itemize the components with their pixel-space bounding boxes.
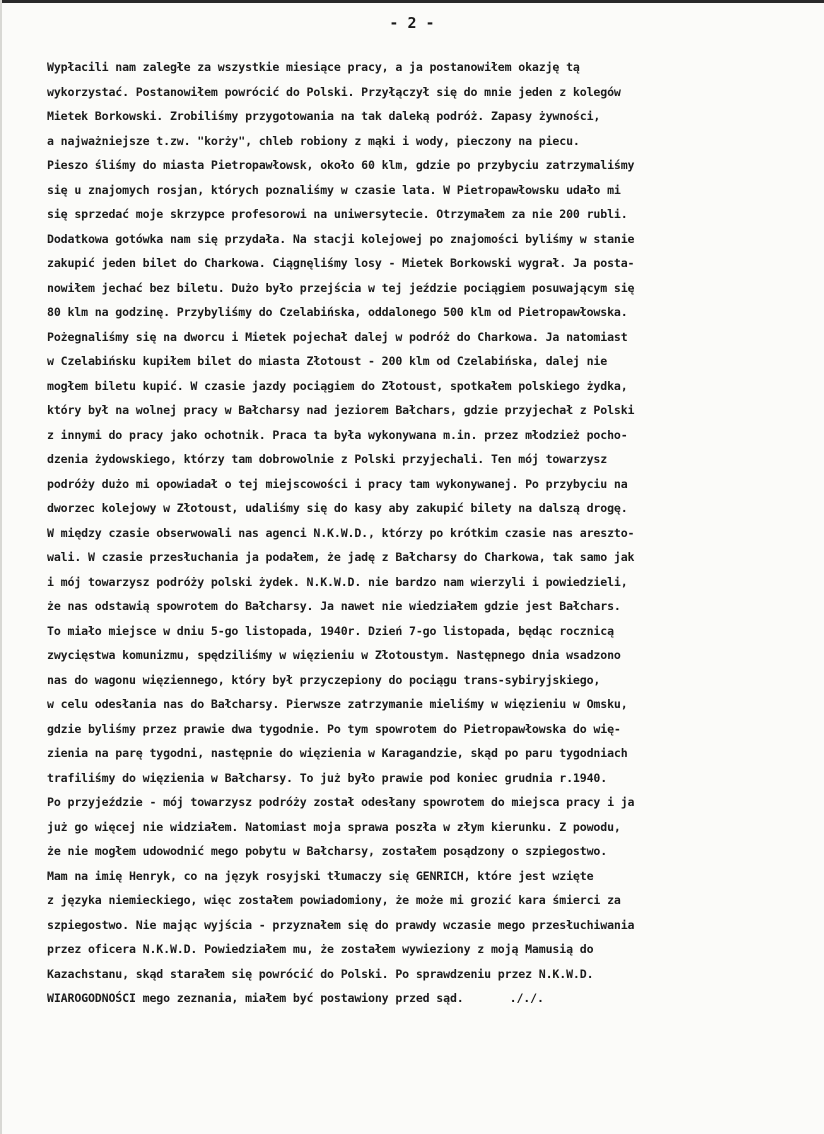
- text-line: szpiegostwo. Nie mając wyjścia - przyznałem się do prawdy wczasie mego przesłuchiwania: [47, 917, 635, 932]
- text-line: podróży dużo mi opowiadał o tej miejscowości i pracy tam wykonywanej. Po przybyciu na: [47, 476, 628, 491]
- text-line: trafiliśmy do więzienia w Bałcharsy. To już było prawie pod koniec grudnia r.1940.: [47, 770, 608, 785]
- text-line: że nas odstawią spowrotem do Bałcharsy. Ja nawet nie wiedziałem gdzie jest Bałchars.: [47, 599, 621, 613]
- page-number: - 2 -: [389, 14, 435, 32]
- text-line: nowiłem jechać bez biletu. Dużo było przejścia w tej jeździe pociągiem posuwającym się: [47, 280, 635, 295]
- text-line: Mietek Borkowski. Zrobiliśmy przygotowania na tak daleką podróż. Zapasy żywności,: [47, 109, 601, 123]
- text-line: a najważniejsze t.zw. "korży", chleb robiony z mąki i wody, pieczony na piecu.: [47, 133, 580, 148]
- sign-off-mark: ././.: [509, 991, 544, 1005]
- text-line: Pożegnaliśmy się na dworcu i Mietek pojechał dalej w podróż do Charkowa. Ja natomiast: [47, 329, 628, 344]
- final-text-line: [47, 986, 817, 1011]
- text-line: dzenia żydowskiego, którzy tam dobrowolnie z Polski przyjechali. Ten mój towarzysz: [47, 452, 608, 466]
- text-line: To miało miejsce w dniu 5-go listopada, 1940r. Dzień 7-go listopada, będąc rocznicą: [47, 623, 614, 638]
- text-line: i mój towarzysz podróży polski żydek. N.K.W.D. nie bardzo nam wierzyli i powiedzieli,: [47, 574, 628, 589]
- text-line: Mam na imię Henryk, co na język rosyjski tłumaczy się GENRICH, które jest wzięte: [47, 868, 594, 883]
- text-line: przez oficera N.K.W.D. Powiedziałem mu, że zostałem wywieziony z moją Mamusią do: [47, 942, 594, 956]
- left-page-edge: [0, 0, 2, 1134]
- text-line: dworzec kolejowy w Złotoust, udaliśmy się do kasy aby zakupić bilety na dalszą drogę.: [47, 501, 628, 515]
- text-line: nas do wagonu więziennego, który był przyczepiony do pociągu trans-sybiryjskiego,: [47, 672, 601, 687]
- text-line: że nie mogłem udowodnić mego pobytu w Bałcharsy, zostałem posądzony o szpiegostwo.: [47, 844, 608, 858]
- text-line: wali. W czasie przesłuchania ja podałem, że jadę z Bałcharsy do Charkowa, tak samo jak: [47, 550, 635, 564]
- text-line: 80 klm na godzinę. Przybyliśmy do Czelabińska, oddalonego 500 klm od Pietropawłowska.: [47, 305, 628, 319]
- text-line: się u znajomych rosjan, których poznaliśmy w czasie lata. W Pietropawłowsku udało mi: [47, 182, 621, 197]
- text-line: Wypłacili nam zaległe za wszystkie miesiące pracy, a ja postanowiłem okazję tą: [47, 60, 580, 74]
- text-line: Kazachstanu, skąd starałem się powrócić do Polski. Po sprawdzeniu przez N.K.W.D.: [47, 966, 594, 981]
- text-line: z innymi do pracy jako ochotnik. Praca ta była wykonywana m.in. przez młodzież pocho-: [47, 427, 628, 442]
- text-line: Dodatkowa gotówka nam się przydała. Na stacji kolejowej po znajomości byliśmy w stanie: [47, 231, 635, 246]
- text-line: zienia na parę tygodni, następnie do więzienia w Karagandzie, skąd po paru tygodniach: [47, 746, 628, 760]
- text-line: w Czelabińsku kupiłem bilet do miasta Złotoust - 200 klm od Czelabińska, dalej nie: [47, 354, 608, 368]
- top-border: [0, 0, 824, 3]
- text-line: Pieszo śliśmy do miasta Pietropawłowsk, około 60 klm, gdzie po przybyciu zatrzymaliśmy: [47, 158, 635, 172]
- text-line: się sprzedać moje skrzypce profesorowi na uniwersytecie. Otrzymałem za nie 200 rubli.: [47, 207, 628, 221]
- text-line: zakupić jeden bilet do Charkowa. Ciągnęliśmy losy - Mietek Borkowski wygrał. Ja posta-: [47, 256, 635, 270]
- text-line: W między czasie obserwowali nas agenci N.K.W.D., którzy po krótkim czasie nas areszto-: [47, 525, 635, 540]
- text-line: w celu odesłania nas do Bałcharsy. Pierwsze zatrzymanie mieliśmy w więzieniu w Omsku,: [47, 697, 628, 711]
- document-body: [47, 55, 817, 1011]
- text-line: z języka niemieckiego, więc zostałem powiadomiony, że może mi grozić kara śmierci za: [47, 893, 621, 907]
- final-line-text: WIAROGODNOŚCI mego zeznania, miałem być postawiony przed sąd.: [47, 991, 464, 1005]
- text-line: mogłem biletu kupić. W czasie jazdy pociągiem do Złotoust, spotkałem polskiego żydka,: [47, 378, 628, 393]
- text-line: zwycięstwa komunizmu, spędziliśmy w więzieniu w Złotoustym. Następnego dnia wsadzono: [47, 648, 621, 662]
- text-line: Po przyjeździe - mój towarzysz podróży został odesłany spowrotem do miejsca pracy i ja: [47, 795, 635, 809]
- text-line: wykorzystać. Postanowiłem powrócić do Polski. Przyłączył się do mnie jeden z kolegów: [47, 84, 621, 99]
- text-line: już go więcej nie widziałem. Natomiast moja sprawa poszła w złym kierunku. Z powodu,: [47, 819, 621, 834]
- text-line: gdzie byliśmy przez prawie dwa tygodnie. Po tym spowrotem do Pietropawłowska do wię-: [47, 721, 621, 736]
- text-line: który był na wolnej pracy w Bałcharsy nad jeziorem Bałchars, gdzie przyjechał z Polski: [47, 403, 635, 417]
